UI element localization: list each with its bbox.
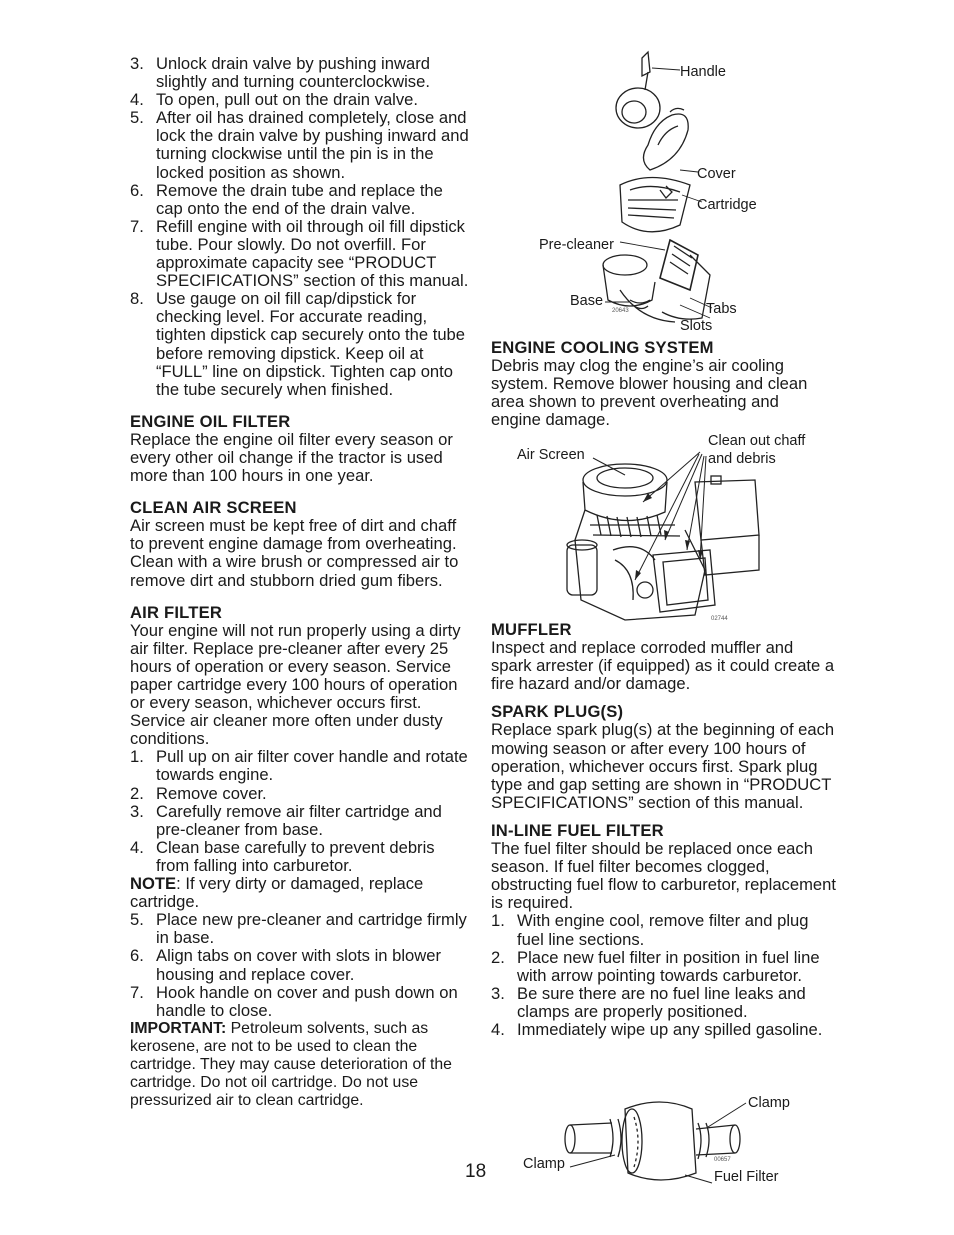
list-item: 8. Use gauge on oil fill cap/dipstick for checking level. For accurate reading, tighten dipstick cap securely onto the tube before removing dipstick. Keep oil at “FULL” line on dipstick. Tighten cap onto the tube securely when finished.: [130, 289, 466, 399]
slots-label: Slots: [680, 318, 713, 334]
page-number: 18: [465, 1161, 487, 1182]
list-item: 2. Remove cover.: [130, 783, 267, 803]
list-item: 4. To open, pull out on the drain valve.: [130, 90, 418, 110]
air-filter-drawing: [530, 50, 790, 335]
air-filter-dusty-text: Service air cleaner more often under dusty conditions.: [130, 711, 443, 749]
fuel-filter-heading: IN-LINE FUEL FILTER: [491, 820, 664, 840]
air-screen-label: Air Screen: [517, 447, 585, 463]
air-filter-exploded-figure: [530, 50, 790, 335]
list-item: 4. Immediately wipe up any spilled gasoline.: [491, 1019, 823, 1039]
cooling-section: [491, 339, 836, 429]
cartridge-label: Cartridge: [697, 197, 757, 213]
air-filter-text: Your engine will not run properly using a dirty air filter. Replace pre-cleaner after every 25 hours of operation or every season. Service paper cartridge every 100 hours of operation or every season, whichever occurs first.: [130, 620, 461, 713]
figure-code: 00657: [714, 1157, 731, 1163]
list-item: 6. Remove the drain tube and replace the cap onto the end of the drain valve.: [130, 180, 443, 218]
clean-out-label-line1: Clean out chaff: [708, 433, 806, 449]
list-item: 3. Unlock drain valve by pushing inward slightly and turning counterclockwise.: [130, 54, 430, 92]
air-filter-steps-list: [130, 748, 470, 875]
air-filter-steps-list-2: [130, 911, 470, 1020]
drain-steps-list: [130, 55, 470, 399]
spark-plug-text: Replace spark plug(s) at the beginning of each mowing season or after every 100 hours of operation, whichever occurs first. Spark plug type and gap setting are shown in “PRODUCT SPECIFICATIONS” section of this manual.: [491, 720, 835, 812]
engine-cooling-figure: [515, 430, 820, 635]
clamp-label-left: Clamp: [523, 1156, 565, 1172]
important-paragraph: IMPORTANT: Petroleum solvents, such as kerosene, are not to be used to clean the cartridge. They may cause deterioration of the cartridge. Do not oil cartridge. Do not use pressurized air to clean cartridge.: [130, 1019, 452, 1110]
clamp-label-right: Clamp: [748, 1095, 790, 1111]
list-item: 2. Place new fuel filter in position in fuel line with arrow pointing towards carburetor.: [491, 947, 820, 985]
muffler-heading: MUFFLER: [491, 620, 572, 639]
list-item: 7. Hook handle on cover and push down on handle to close.: [130, 982, 458, 1020]
list-item: 7. Refill engine with oil through oil fill dipstick tube. Pour slowly. Do not overfill. For approximate capacity see “PRODUCT SPECIFICATIONS” section of this manual.: [130, 216, 469, 291]
muffler-text: Inspect and replace corroded muffler and spark arrester (if equipped) as it could create a fire hazard and/or damage.: [491, 638, 835, 694]
list-item: 6. Align tabs on cover with slots in blower housing and replace cover.: [130, 946, 441, 984]
clean-out-label-line2: and debris: [708, 451, 776, 467]
list-item: 4. Clean base carefully to prevent debris from falling into carburetor.: [130, 837, 435, 875]
note-paragraph: NOTE: If very dirty or damaged, replace cartridge.: [130, 874, 424, 912]
maintenance-sections: [491, 621, 836, 1039]
list-item: 1. With engine cool, remove filter and plug fuel line sections.: [491, 911, 809, 949]
fuel-filter-steps-list: [491, 912, 836, 1039]
important-label: IMPORTANT:: [130, 1019, 227, 1037]
tabs-label: Tabs: [706, 301, 737, 317]
figure-code: 20643: [612, 308, 629, 314]
engine-oil-filter-text: Replace the engine oil filter every season or every other oil change if the tractor is used more than 100 hours in one year.: [130, 429, 453, 486]
list-item: 3. Carefully remove air filter cartridge and pre-cleaner from base.: [130, 801, 442, 839]
spark-plug-heading: SPARK PLUG(S): [491, 702, 624, 722]
clean-air-screen-text: Air screen must be kept free of dirt and chaff to prevent engine damage from overheating. Clean with a wire brush or compressed air to remove dirt and stubborn dried gum fibers.: [130, 516, 459, 590]
note-label: NOTE: [130, 874, 177, 894]
left-column: [130, 55, 470, 1110]
list-item: 5. Place new pre-cleaner and cartridge firmly in base.: [130, 910, 467, 948]
handle-label: Handle: [680, 64, 726, 80]
pre-cleaner-label: Pre-cleaner: [539, 237, 614, 253]
list-item: 3. Be sure there are no fuel line leaks and clamps are properly positioned.: [491, 983, 806, 1021]
list-item: 5. After oil has drained completely, close and lock the drain valve by pushing inward and turning clockwise until the pin is in the locked position as shown.: [130, 108, 469, 182]
fuel-filter-figure: [520, 1095, 810, 1190]
figure-code: 02744: [711, 616, 728, 622]
air-filter-heading: AIR FILTER: [130, 602, 223, 622]
base-label: Base: [570, 293, 604, 309]
fuel-filter-text: The fuel filter should be replaced once each season. If fuel filter becomes clogged, obstructing fuel flow to carburetor, replacement is required.: [491, 839, 836, 913]
list-item: 1. Pull up on air filter cover handle and rotate towards engine.: [130, 747, 468, 785]
engine-cooling-heading: ENGINE COOLING SYSTEM: [491, 338, 714, 357]
engine-oil-filter-heading: ENGINE OIL FILTER: [130, 411, 291, 431]
cover-label: Cover: [697, 166, 736, 182]
clean-air-screen-heading: CLEAN AIR SCREEN: [130, 498, 297, 518]
fuel-filter-label: Fuel Filter: [714, 1169, 779, 1185]
engine-cooling-text: Debris may clog the engine’s air cooling system. Remove blower housing and clean area shown to prevent overheating and engine damage.: [491, 356, 808, 430]
